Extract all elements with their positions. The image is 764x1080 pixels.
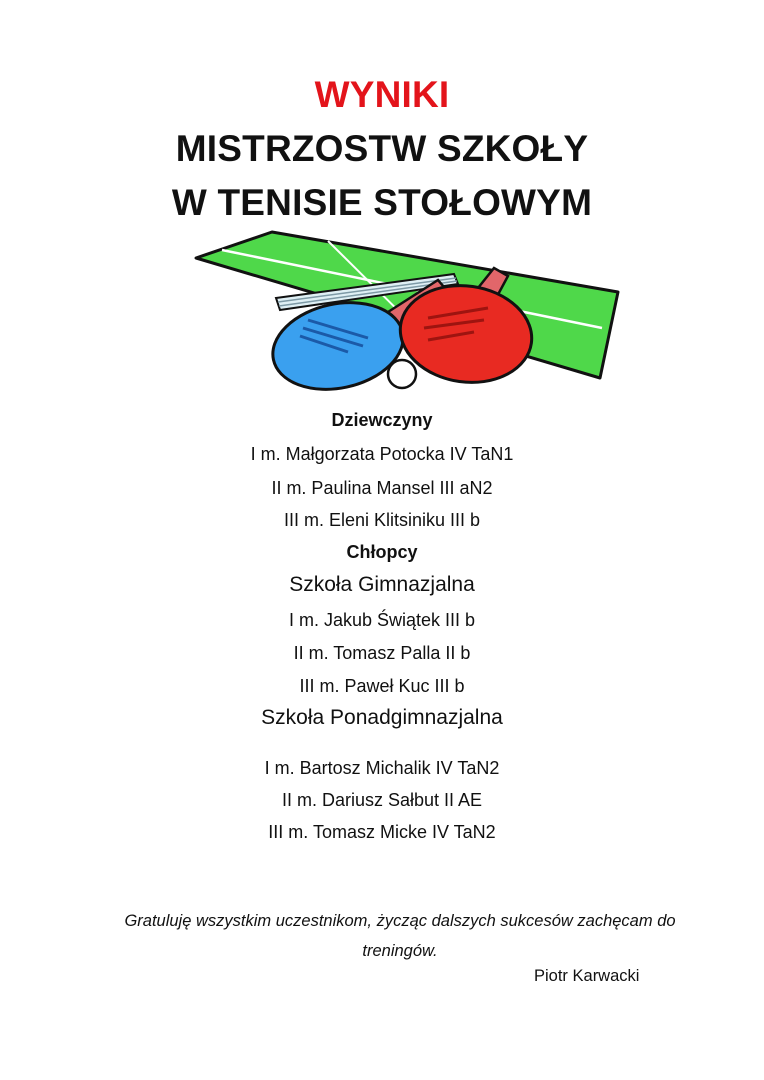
- boys-heading: Chłopcy: [346, 542, 418, 562]
- ponadgimnazjum-result-1: I m. Bartosz Michalik IV TaN2: [264, 758, 500, 778]
- gimnazjum-result-2: II m. Tomasz Palla II b: [293, 643, 471, 663]
- ponadgimnazjum-heading: Szkoła Ponadgimnazjalna: [261, 706, 503, 729]
- title-championship: MISTRZOSTW SZKOŁY: [175, 128, 589, 169]
- girls-result-3: III m. Eleni Klitsiniku III b: [283, 510, 481, 530]
- girls-result-2: II m. Paulina Mansel III aN2: [271, 478, 493, 498]
- ball: [388, 360, 416, 388]
- girls-result-1: I m. Małgorzata Potocka IV TaN1: [250, 444, 514, 464]
- ponadgimnazjum-result-3: III m. Tomasz Micke IV TaN2: [268, 822, 496, 842]
- signature: Piotr Karwacki: [534, 967, 640, 985]
- title-results: WYNIKI: [314, 74, 450, 115]
- gimnazjum-heading: Szkoła Gimnazjalna: [289, 573, 475, 596]
- ponadgimnazjum-result-2: II m. Dariusz Sałbut II AE: [281, 790, 483, 810]
- table-tennis-icon: [188, 228, 620, 392]
- closing-text: Gratuluję wszystkim uczestnikom, życząc dalszych sukcesów zachęcam do treningów.: [124, 912, 676, 960]
- title-table-tennis: W TENISIE STOŁOWYM: [171, 182, 593, 223]
- gimnazjum-result-1: I m. Jakub Świątek III b: [288, 610, 476, 630]
- gimnazjum-result-3: III m. Paweł Kuc III b: [299, 676, 465, 696]
- girls-heading: Dziewczyny: [331, 410, 433, 430]
